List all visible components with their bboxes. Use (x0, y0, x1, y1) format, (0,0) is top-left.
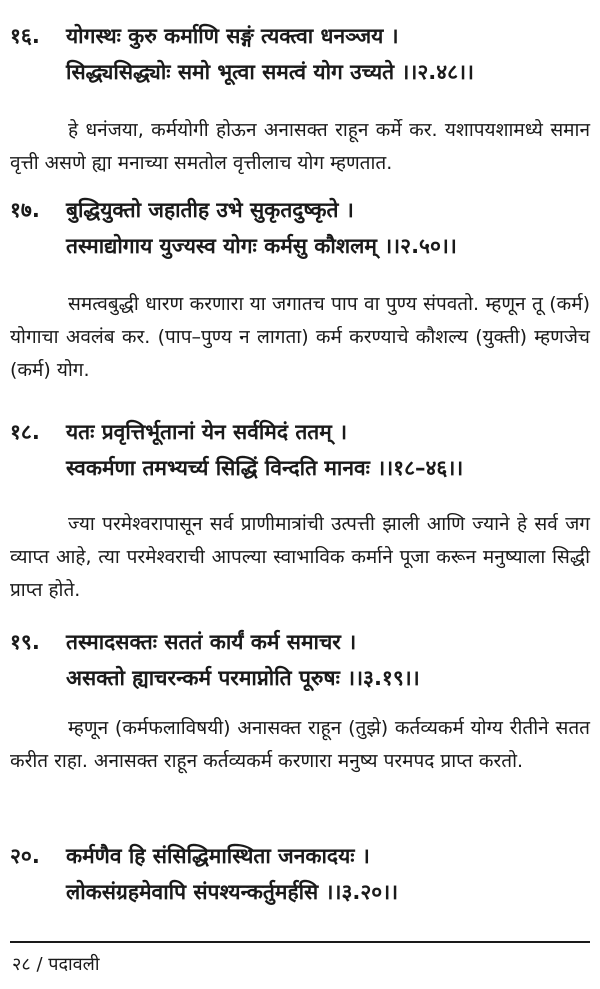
meaning-17 (10, 288, 590, 387)
meaning-16 (10, 114, 590, 180)
verse-line-2: तस्माद्योगाय युज्यस्व योगः कर्मसु कौशलम् ।।२.५०।। (66, 234, 457, 258)
verse-line-1 (10, 22, 595, 58)
verse-20 (10, 842, 595, 914)
meaning-19 (10, 712, 590, 778)
verse-text: कर्मणैव हि संसिद्धिमास्थिता जनकादयः । (66, 844, 370, 868)
verse-text: बुद्धियुक्तो जहातीह उभे सुकृतदुष्कृते । (66, 198, 354, 222)
verse-line-2: लोकसंग्रहमेवापि संपश्यन्कर्तुमर्हसि ।।३.२०।। (66, 880, 399, 904)
verse-line-1 (10, 842, 595, 878)
meaning-paragraph: हे धनंजया, कर्मयोगी होऊन अनासक्त राहून कर्मे कर. यशापयशामध्ये समान वृत्ती असणे ह्या मनाच्या समतोल वृत्तीलाच योग म्हणतात. (10, 119, 590, 174)
verse-text: योगस्थः कुरु कर्माणि सङ्गं त्यक्त्वा धनञ्जय । (66, 24, 399, 48)
meaning-paragraph: ज्या परमेश्वरापासून सर्व प्राणीमात्रांची उत्पत्ती झाली आणि ज्याने हे सर्व जग व्याप्त आहे, त्या परमेश्वराची आपल्या स्वाभाविक कर्माने पूजा करून मनुष्याला सिद्धी प्राप्त होते. (10, 513, 590, 601)
verse-line-1 (10, 418, 595, 454)
meaning-paragraph: समत्वबुद्धी धारण करणारा या जगातच पाप वा पुण्य संपवतो. म्हणून तू (कर्म) योगाचा अवलंब कर. (पाप–पुण्य न लागता) कर्म करण्याचे कौशल्य (युक्ती) म्हणजेच (कर्म) योग. (10, 293, 590, 381)
verse-text: तस्मादसक्तः सततं कार्यं कर्म समाचर । (66, 630, 357, 654)
footer-divider (10, 941, 590, 943)
verse-16 (10, 22, 595, 94)
verse-number: १८. (10, 420, 40, 444)
verse-line-1 (10, 196, 595, 232)
verse-number: १७. (10, 198, 40, 222)
verse-number: १६. (10, 24, 40, 48)
verse-line-2: स्वकर्मणा तमभ्यर्च्य सिद्धिं विन्दति मानवः ।।१८–४६।। (66, 456, 464, 480)
verse-number: २०. (10, 844, 40, 868)
verse-line-2: सिद्ध्यसिद्ध्योः समो भूत्वा समत्वं योग उच्यते ।।२.४८।। (66, 60, 475, 84)
page-footer: २८ / पदावली (12, 954, 100, 975)
meaning-18 (10, 508, 590, 607)
verse-line-2: असक्तो ह्याचरन्कर्म परमाप्नोति पूरुषः ।।३.१९।। (66, 666, 420, 690)
verse-text: यतः प्रवृत्तिर्भूतानां येन सर्वमिदं ततम् । (66, 420, 348, 444)
verse-line-1 (10, 628, 595, 664)
meaning-paragraph: म्हणून (कर्मफलाविषयी) अनासक्त राहून (तुझे) कर्तव्यकर्म योग्य रीतीने सतत करीत राहा. अनासक्त राहून कर्तव्यकर्म करणारा मनुष्य परमपद प्राप्त करतो. (10, 717, 590, 772)
verse-number: १९. (10, 630, 40, 654)
verse-19 (10, 628, 595, 700)
verse-18 (10, 418, 595, 490)
verse-17 (10, 196, 595, 268)
